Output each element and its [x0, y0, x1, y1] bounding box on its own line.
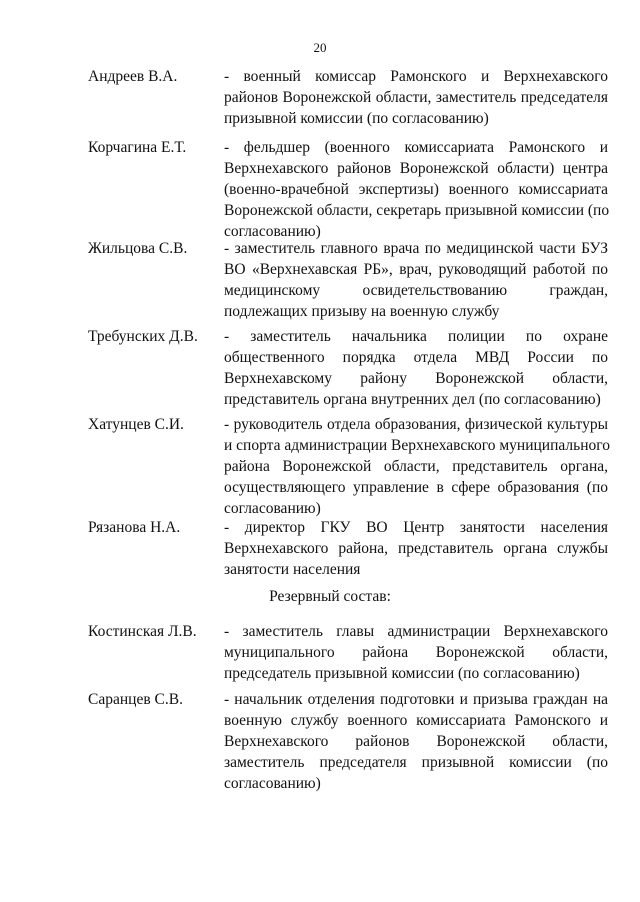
member-role: [224, 238, 608, 322]
role-line: подлежащих призыву на военную службу: [224, 303, 500, 320]
role-line: и спорта администрации Верхнехавского муниципального: [224, 437, 610, 454]
role-line: Верхнехавского районов Воронежской области,: [224, 733, 608, 750]
member-role: [224, 326, 608, 410]
role-line: - заместитель начальника полиции по охране: [224, 328, 608, 345]
role-line: - военный комиссар Рамонского и Верхнехавского: [224, 68, 608, 85]
role-line: председатель призывной комиссии (по согласованию): [224, 665, 580, 682]
role-line: Верхнехавскому району Воронежской области,: [224, 370, 608, 387]
role-line: общественного порядка отдела МВД России по: [224, 349, 608, 366]
member-role: [224, 621, 608, 684]
role-line: заместитель председателя призывной комиссии (по: [224, 754, 608, 771]
page-number: 20: [313, 40, 327, 55]
role-line: Воронежской области, секретарь призывной комиссии (по: [224, 202, 610, 219]
member-role: [224, 517, 608, 580]
member-name: Требунских Д.В.: [88, 328, 198, 345]
member-role: [224, 66, 608, 129]
role-line: - начальник отделения подготовки и призыва граждан на: [224, 691, 608, 708]
role-line: осуществляющего управление в сфере образования (по: [224, 479, 608, 496]
member-name: Корчагина Е.Т.: [88, 139, 187, 156]
role-line: - директор ГКУ ВО Центр занятости населения: [224, 519, 608, 536]
role-line: - фельдшер (военного комиссариата Рамонского и: [224, 139, 608, 156]
member-name: Хатунцев С.И.: [88, 416, 184, 433]
member-role: [224, 689, 608, 794]
role-line: медицинскому освидетельствованию граждан,: [224, 282, 608, 299]
member-role: [224, 137, 608, 242]
role-line: района Воронежской области, представитель органа,: [224, 458, 608, 475]
role-line: Верхнехавского района, представитель органа службы: [224, 540, 608, 557]
role-line: согласованию): [224, 223, 321, 240]
member-name: Андреев В.А.: [88, 68, 178, 85]
member-name: Костинская Л.В.: [88, 623, 197, 640]
role-line: муниципального района Воронежской области,: [224, 644, 608, 661]
member-name: Жильцова С.В.: [88, 240, 188, 257]
role-line: - заместитель главного врача по медицинской части БУЗ: [224, 240, 608, 257]
role-line: ВО «Верхнехавская РБ», врач, руководящий работой по: [224, 261, 608, 278]
role-line: - заместитель главы администрации Верхнехавского: [224, 623, 608, 640]
member-name: Рязанова Н.А.: [88, 519, 181, 536]
role-line: военную службу военного комиссариата Рамонского и: [224, 712, 608, 729]
role-line: представитель органа внутренних дел (по согласованию): [224, 391, 601, 408]
role-line: районов Воронежской области, заместитель председателя: [224, 89, 608, 106]
member-role: [224, 414, 608, 519]
role-line: (военно-врачебной экспертизы) военного комиссариата: [224, 181, 608, 198]
role-line: - руководитель отдела образования, физической культуры: [224, 416, 608, 433]
member-name: Саранцев С.В.: [88, 691, 183, 708]
role-line: призывной комиссии (по согласованию): [224, 110, 489, 127]
role-line: согласованию): [224, 775, 321, 792]
role-line: занятости населения: [224, 561, 361, 578]
role-line: согласованию): [224, 500, 321, 517]
reserve-section-title: Резервный состав:: [269, 588, 391, 605]
role-line: Верхнехавского районов Воронежской области) центра: [224, 160, 608, 177]
